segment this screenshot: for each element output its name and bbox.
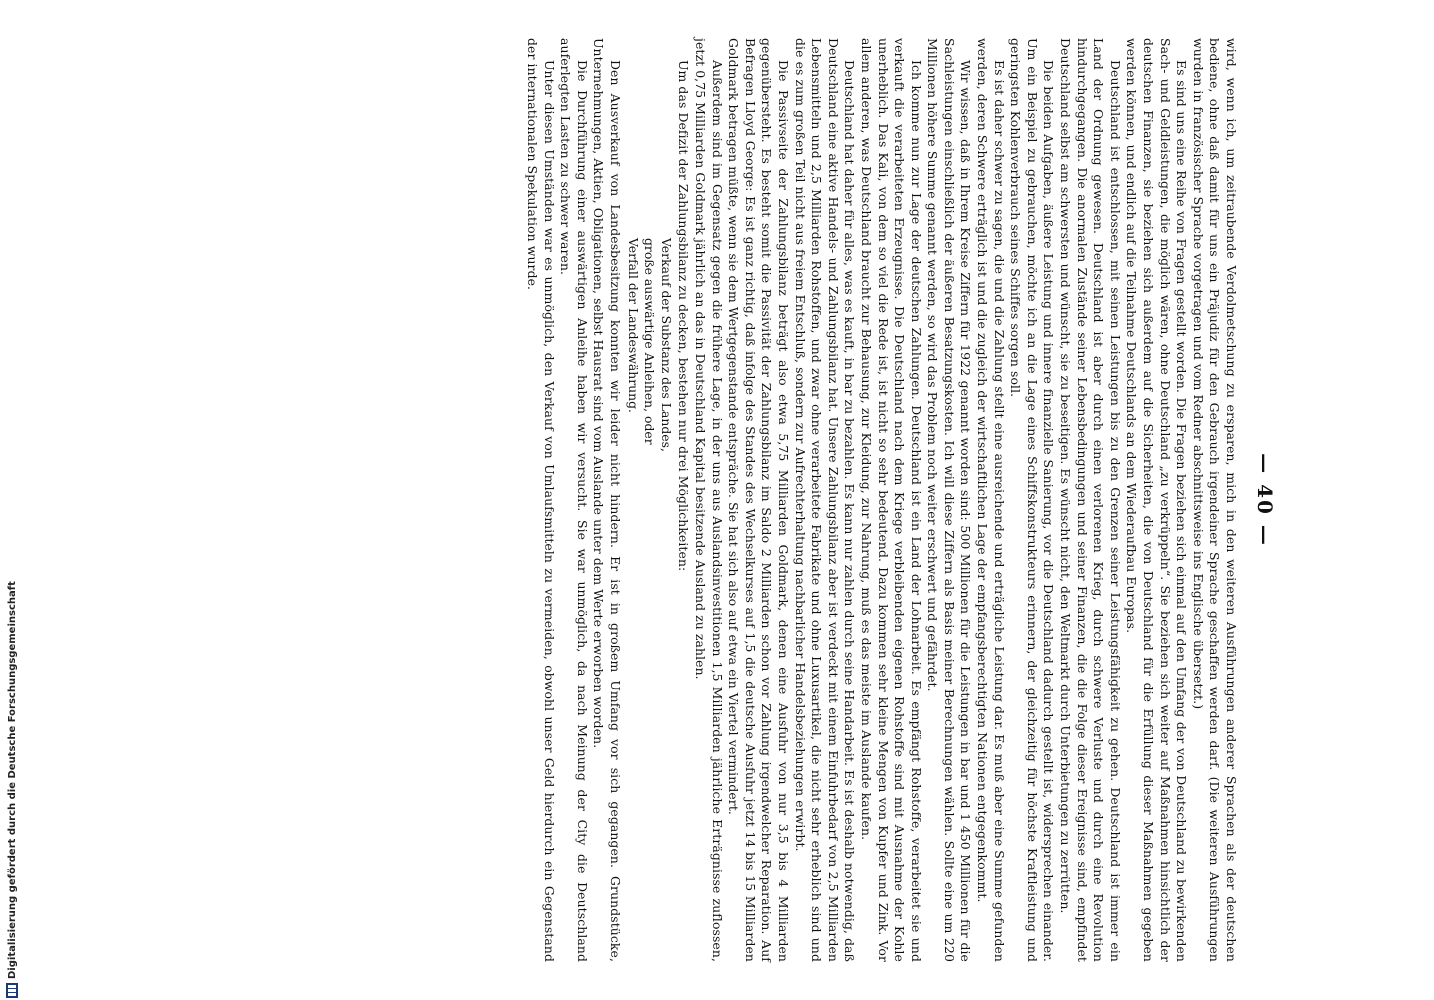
paragraph-5: Es ist daher schwer zu sagen, die und die Zahlung stellt eine ausreichende und erträgliche Leistung dar. Es muß aber eine Summe gefunden werden, deren Schwere erträglich ist und die zugleich der wirtschaftlichen Lage der empfangsberechtigten Nationen entgegenkommt. [975, 38, 1007, 962]
possibilities-list [624, 238, 674, 962]
paragraph-7: Ich komme nun zur Lage der deutschen Zahlungen. Deutschland ist ein Land der Lohnarbeit. Es empfängt Rohstoffe, verarbeitet sie und verkauft die verarbeiteten Erzeugnisse. Die Deutschland nach dem Kriege verbleibenden eigenen Rohstoffe sind mit Ausnahme der Kohle unerheblich. Das Kali, von dem so viel die Rede ist, ist nicht so sehr bedeutend. Dazu kommen sehr kleine Mengen von Kupfer und Zink. Vor allem anderen, was Deutschland braucht zur Behausung, zur Kleidung, zur Nahrung, muß es das meiste im Auslande kaufen. [858, 38, 924, 962]
list-item: Verkauf der Substanz des Landes, [658, 238, 674, 452]
closing-paragraph-1: Den Ausverkauf von Landesbesitzung konnten wir leider nicht hindern. Er ist in großem Umfang vor sich gegangen. Grundstücke, Unternehmungen, Aktien, Obligationen, selbst Hausrat sind vom Auslande unter dem Werte erworben worden. [591, 38, 624, 962]
paragraph-4: Die beiden Aufgaben, äußere Leistung und innere finanzielle Sanierung, vor die Deutschland dadurch gestellt ist, widersprechen einander. Um ein Beispiel zu gebrauchen, möchte ich an die Lage eines Schiffskonstrukteurs erinnern, der gleichzeitig für höchste Kraftleistung und geringsten Kohlenverbrauch seines Schiffes sorgen soll. [1008, 38, 1057, 962]
list-item: Verfall der Landeswährung. [625, 238, 641, 413]
rotated-document-page [157, 20, 1277, 980]
digitization-stamp-text: Digitalisierung gefördert durch die Deutsche Forschungsgemeinschaft [6, 581, 18, 979]
closing-paragraph-3: Unter diesen Umständen war es unmöglich, den Verkauf von Umlaufsmitteln zu vermeiden, obwohl unser Geld hierdurch ein Gegenstand der internationalen Spekulation wurde. [525, 38, 557, 962]
paragraph-6: Wir wissen, daß in Ihrem Kreise Ziffern für 1922 genannt worden sind: 500 Millionen für die Leistungen in bar und 1 450 Millionen für die Sachleistungen einschließlich der äußeren Besatzungskosten. Ich will diese Ziffern als Basis meiner Berechnungen wählen. Sollte eine um 220 Millionen höhere Summe genannt werden, so wird das Problem noch weiter erschwert und gefährdet. [925, 38, 974, 962]
paragraph-2: Es sind uns eine Reihe von Fragen gestellt worden. Die Fragen beziehen sich einmal auf den Umfang der von Deutschland zu bewirkenden Sach- und Geldleistungen, die möglich wären, ohne Deutschland „zu verkrüppeln“. Sie beziehen sich weiter auf Maßnahmen hinsichtlich der deutschen Finanzen, sie beziehen sich außerdem auf die Sicherheiten, die von Deutschland für die Erfüllung dieser Maßnahmen gegeben werden können, und endlich auf die Teilnahme Deutschlands an dem Wiederaufbau Europas. [1124, 38, 1190, 962]
list-item: große auswärtige Anleihen, oder [642, 238, 658, 445]
dfg-logo-icon [6, 983, 18, 998]
paragraph-8: Deutschland hat daher für alles, was es kauft, in bar zu bezahlen. Es kann nur zahlen durch seine Handarbeit. Es ist deshalb notwendig, daß Deutschland eine aktive Handels- und Zahlungsbilanz hat. Unsere Zahlungsbilanz aber ist verdeckt mit einem Einfuhrbedarf von 2,5 Milliarden Lebensmitteln und 2,5 Milliarden Rohstoffen, und zwar ohne verarbeitete Fabrikate und ohne Luxusartikel, die nicht sehr erheblich sind und die es zum großen Teil nicht aus freiem Entschluß, sondern zur Aufrechterhaltung nachbarlicher Handelsbeziehungen erwirbt. [792, 38, 858, 962]
paragraph-1: wird, wenn ich, um zeitraubende Verdolmetschung zu ersparen, mich in den weiteren Ausführungen anderer Sprachen als der deutschen bediene, ohne daß damit für uns ein Präjudiz für den Gebrauch irgendeiner Sprache geschaffen werden darf. (Die weiteren Ausführungen wurden in französischer Sprache vorgetragen und vom Redner abschnittsweise ins Englische übersetzt.) [1190, 38, 1239, 962]
page-number: — 40 — [1253, 453, 1277, 547]
paragraph-11: Um das Defizit der Zahlungsbilanz zu decken, bestehen nur drei Möglichkeiten: [676, 60, 692, 572]
document-body [523, 20, 1239, 980]
closing-paragraph-2: Die Durchführung einer auswärtigen Anleihe haben wir versucht. Sie war unmöglich, da nach Meinung der City die Deutschland auferlegten Lasten zu schwer waren. [558, 38, 590, 962]
paragraph-3: Deutschland ist entschlossen, mit seinen Leistungen bis zu den Grenzen seiner Leistungsfähigkeit zu gehen. Deutschland ist immer ein Land der Ordnung gewesen. Deutschland ist aber durch einen verlorenen Krieg, durch schwere Verluste und durch eine Revolution hindurchgegangen. Die anormalen Zustände seiner Lebensbedingungen und seiner Finanzen, die die Folge dieser Ereignisse sind, empfindet Deutschland selbst am schwersten und wünscht, sie zu beseitigen. Es wünscht nicht, den Weltmarkt durch Unterbietungen zu zerrütten. [1058, 38, 1123, 962]
paragraph-9: Die Passivseite der Zahlungsbilanz beträgt also etwa 5,75 Milliarden Goldmark, denen eine Ausfuhr von nur 3,5 bis 4 Milliarden gegenübersteht. Es besteht somit die Passivität der Zahlungsbilanz im Saldo 2 Milliarden schon vor Zahlung irgendwelcher Reparation. Auf Befragen Lloyd George: Es ist ganz richtig, daß infolge des Standes des Wechselkurses auf 1,5 die deutsche Ausfuhr jetzt 14 bis 15 Milliarden Goldmark betragen müßte, wenn sie dem Wertgegenstande entspräche. Sie hat sich also auf etwa ein Viertel vermindert. [726, 38, 791, 962]
paragraph-10: Außerdem sind im Gegensatz gegen die frühere Lage, in der uns aus Auslandsinvestitionen 1,5 Milliarden jährliche Erträgnisse zuflossen, jetzt 0,75 Milliarden Goldmark jährlich an das in Deutschland Kapital besitzende Ausland zu zahlen. [693, 38, 725, 962]
digitization-stamp [6, 581, 18, 998]
